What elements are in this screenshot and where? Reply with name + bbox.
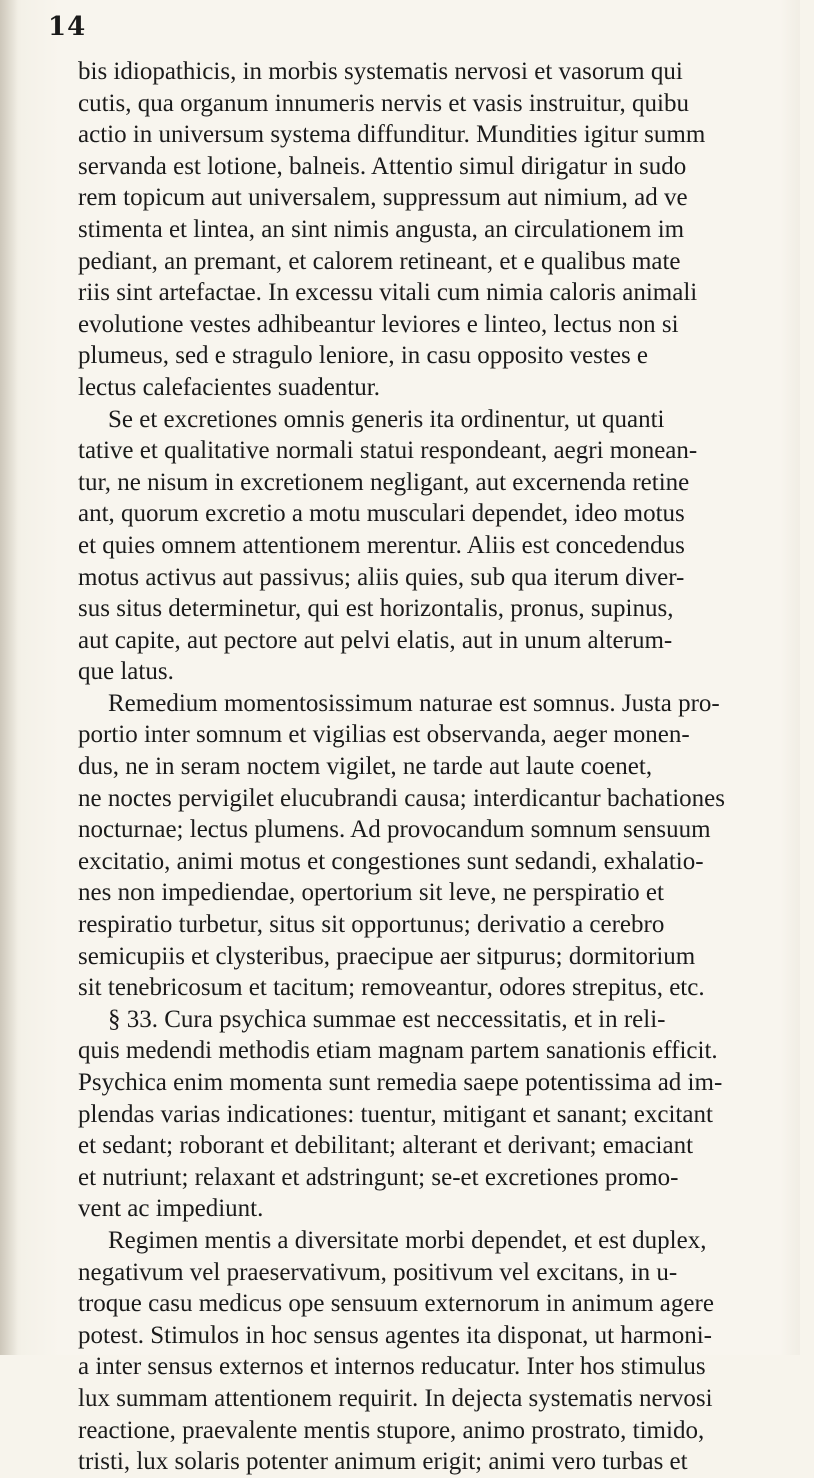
text-line: motus activus aut passivus; aliis quies, sub qua iterum diver- (78, 563, 685, 591)
text-line: respiratio turbetur, situs sit opportunus; derivatio a cerebro (78, 911, 665, 939)
text-line: potest. Stimulos in hoc sensus agentes ita disponat, ut harmoni- (78, 1321, 712, 1349)
text-line: quis medendi methodis etiam magnam partem sanationis efficit. (78, 1037, 718, 1065)
text-line: Regimen mentis a diversitate morbi dependet, et est duplex, (108, 1226, 707, 1254)
text-line: § 33. Cura psychica summae est neccessitatis, et in reli- (108, 1005, 666, 1033)
text-line: et nutriunt; relaxant et adstringunt; se-et excretiones promo- (78, 1163, 679, 1191)
text-line: Psychica enim momenta sunt remedia saepe potentissima ad im- (78, 1069, 723, 1096)
text-line: rem topicum aut universalem, suppressum aut nimium, ad ve (78, 184, 688, 212)
text-line: ne noctes pervigilet elucubrandi causa; interdicantur bachationes (78, 784, 725, 812)
page-number: 14 (48, 12, 87, 42)
text-line: tur, ne nisum in excretionem negligant, aut excernenda retine (78, 468, 690, 496)
text-line: actio in universum systema diffunditur. Mundities igitur summ (78, 121, 706, 149)
text-line: troque casu medicus ope sensuum externorum in animum agere (78, 1290, 714, 1318)
text-line: servanda est lotione, balneis. Attentio simul dirigatur in sudo (78, 152, 687, 180)
text-line: reactione, praevalente mentis stupore, animo prostrato, timido, (78, 1416, 705, 1444)
text-line: a inter sensus externos et internos reducatur. Inter hos stimulus (78, 1353, 706, 1381)
text-line: que latus. (78, 658, 174, 686)
text-line: evolutione vestes adhibeantur leviores e linteo, lectus non si (78, 310, 679, 338)
text-line: excitatio, animi motus et congestiones sunt sedandi, exhalatio- (78, 847, 704, 875)
text-line: plumeus, sed e stragulo leniore, in casu opposito vestes e (78, 342, 649, 370)
text-line: aut capite, aut pectore aut pelvi elatis, aut in unum alterum- (78, 626, 673, 654)
text-line: pediant, an premant, et calorem retineant, et e qualibus mate (78, 247, 681, 275)
text-line: Remedium momentosissimum naturae est somnus. Justa pro- (108, 689, 720, 717)
text-line: nocturnae; lectus plumens. Ad provocandum somnum sensuum (78, 816, 711, 844)
text-line: tristi, lux solaris potenter animum erigit; animi vero turbas et (78, 1448, 688, 1476)
text-line: sus situs determinetur, qui est horizontalis, pronus, supinus, (78, 595, 674, 623)
text-line: semicupiis et clysteribus, praecipue aer sitpurus; dormitorium (78, 942, 696, 970)
text-line: dus, ne in seram noctem vigilet, ne tarde aut laute coenet, (78, 753, 653, 781)
text-line: riis sint artefactae. In excessu vitali cum nimia caloris animali (78, 279, 698, 307)
text-line: et quies omnem attentionem merentur. Aliis est concedendus (78, 531, 685, 559)
text-line: negativum vel praeservativum, positivum vel excitans, in u- (78, 1258, 678, 1286)
spine-shadow (0, 0, 18, 1355)
text-line: ant, quorum excretio a motu musculari dependet, ideo motus (78, 500, 685, 528)
text-line: sit tenebricosum et tacitum; removeantur, odores strepitus, etc. (78, 974, 705, 1002)
text-line: nes non impediendae, opertorium sit leve, ne perspiratio et (78, 879, 664, 907)
text-line: stimenta et lintea, an sint nimis angusta, an circulationem im (78, 215, 685, 243)
text-line: portio inter somnum et vigilias est observanda, aeger monen- (78, 721, 690, 749)
body-text (78, 56, 784, 1476)
text-line: tative et qualitative normali statui respondeant, aegri monean- (78, 437, 698, 465)
text-line: Se et excretiones omnis generis ita ordinentur, ut quanti (108, 405, 665, 433)
text-line: lux summam attentionem requirit. In dejecta systematis nervosi (78, 1384, 713, 1412)
text-line: bis idiopathicis, in morbis systematis nervosi et vasorum qui (78, 58, 683, 85)
text-line: vent ac impediunt. (78, 1195, 264, 1223)
text-line: et sedant; roborant et debilitant; alterant et derivant; emaciant (78, 1132, 694, 1160)
text-line: plendas varias indicationes: tuentur, mitigant et sanant; excitant (78, 1100, 713, 1128)
text-line: lectus calefacientes suadentur. (78, 373, 380, 401)
text-line: cutis, qua organum innumeris nervis et vasis instruitur, quibu (78, 89, 689, 117)
